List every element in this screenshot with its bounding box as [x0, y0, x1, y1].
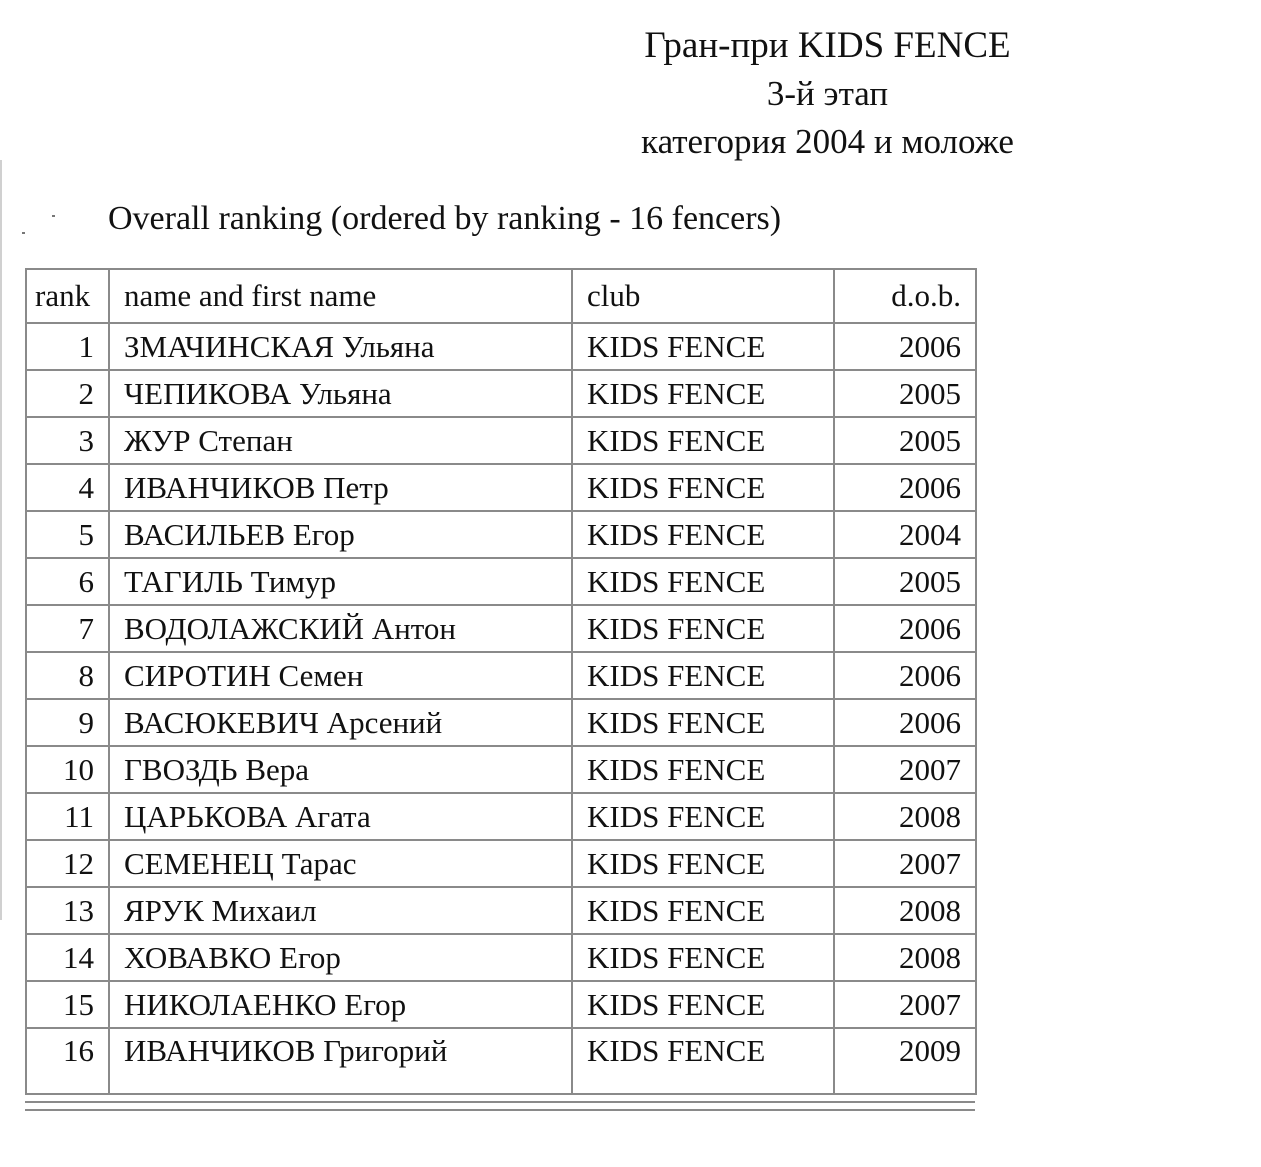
table-row	[26, 558, 976, 605]
club-cell: KIDS FENCE	[572, 1028, 834, 1094]
table-row	[26, 840, 976, 887]
table-row	[26, 323, 976, 370]
rank-cell: 11	[26, 793, 109, 840]
club-cell: KIDS FENCE	[572, 934, 834, 981]
table-row	[26, 370, 976, 417]
dob-cell: 2006	[834, 605, 976, 652]
club-cell: KIDS FENCE	[572, 746, 834, 793]
rank-cell: 5	[26, 511, 109, 558]
dob-cell: 2004	[834, 511, 976, 558]
club-cell: KIDS FENCE	[572, 511, 834, 558]
name-cell: ЦАРЬКОВА Агата	[109, 793, 572, 840]
club-cell: KIDS FENCE	[572, 370, 834, 417]
table-row	[26, 746, 976, 793]
name-cell: ВОДОЛАЖСКИЙ Антон	[109, 605, 572, 652]
scan-edge	[0, 160, 2, 920]
scan-speck	[52, 215, 55, 217]
dob-cell: 2008	[834, 887, 976, 934]
name-cell: СЕМЕНЕЦ Тарас	[109, 840, 572, 887]
dob-cell: 2005	[834, 558, 976, 605]
rank-cell: 12	[26, 840, 109, 887]
name-cell: ЧЕПИКОВА Ульяна	[109, 370, 572, 417]
document-title: Гран-при KIDS FENCE	[644, 25, 1011, 66]
table-bottom-rule	[25, 1101, 975, 1111]
ranking-subtitle: Overall ranking (ordered by ranking - 16 fencers)	[108, 200, 782, 237]
dob-cell: 2006	[834, 652, 976, 699]
scan-speck	[22, 232, 25, 234]
table-row	[26, 511, 976, 558]
name-cell: ВАСЮКЕВИЧ Арсений	[109, 699, 572, 746]
name-cell: ИВАНЧИКОВ Григорий	[109, 1028, 572, 1094]
table-row	[26, 793, 976, 840]
club-cell: KIDS FENCE	[572, 652, 834, 699]
name-cell: ЯРУК Михаил	[109, 887, 572, 934]
name-cell: ТАГИЛЬ Тимур	[109, 558, 572, 605]
ranking-table	[25, 268, 977, 1095]
rank-cell: 9	[26, 699, 109, 746]
table-row	[26, 887, 976, 934]
rank-cell: 7	[26, 605, 109, 652]
document-header	[600, 22, 1055, 166]
name-cell: ХОВАВКО Егор	[109, 934, 572, 981]
rank-cell: 14	[26, 934, 109, 981]
dob-cell: 2007	[834, 746, 976, 793]
rank-cell: 15	[26, 981, 109, 1028]
name-cell: СИРОТИН Семен	[109, 652, 572, 699]
column-header-club: club	[572, 269, 834, 323]
club-cell: KIDS FENCE	[572, 417, 834, 464]
dob-cell: 2005	[834, 417, 976, 464]
table-row	[26, 981, 976, 1028]
column-header-dob: d.o.b.	[834, 269, 976, 323]
name-cell: ВАСИЛЬЕВ Егор	[109, 511, 572, 558]
dob-cell: 2008	[834, 934, 976, 981]
table-row	[26, 699, 976, 746]
club-cell: KIDS FENCE	[572, 793, 834, 840]
name-cell: ЖУР Степан	[109, 417, 572, 464]
club-cell: KIDS FENCE	[572, 887, 834, 934]
dob-cell: 2009	[834, 1028, 976, 1094]
dob-cell: 2007	[834, 981, 976, 1028]
table-row	[26, 1028, 976, 1094]
rank-cell: 6	[26, 558, 109, 605]
name-cell: ЗМАЧИНСКАЯ Ульяна	[109, 323, 572, 370]
rank-cell: 8	[26, 652, 109, 699]
table-row	[26, 464, 976, 511]
rank-cell: 2	[26, 370, 109, 417]
table-row	[26, 605, 976, 652]
rank-cell: 4	[26, 464, 109, 511]
category-label: категория 2004 и моложе	[641, 122, 1014, 161]
stage-label: 3-й этап	[766, 74, 889, 113]
name-cell: ИВАНЧИКОВ Петр	[109, 464, 572, 511]
rank-cell: 13	[26, 887, 109, 934]
club-cell: KIDS FENCE	[572, 981, 834, 1028]
club-cell: KIDS FENCE	[572, 558, 834, 605]
table-row	[26, 652, 976, 699]
dob-cell: 2006	[834, 323, 976, 370]
column-header-rank: rank	[26, 269, 109, 323]
club-cell: KIDS FENCE	[572, 699, 834, 746]
dob-cell: 2005	[834, 370, 976, 417]
table-row	[26, 417, 976, 464]
club-cell: KIDS FENCE	[572, 840, 834, 887]
table-header-row	[26, 269, 976, 323]
rank-cell: 10	[26, 746, 109, 793]
club-cell: KIDS FENCE	[572, 605, 834, 652]
rank-cell: 1	[26, 323, 109, 370]
name-cell: НИКОЛАЕНКО Егор	[109, 981, 572, 1028]
dob-cell: 2008	[834, 793, 976, 840]
table-row	[26, 934, 976, 981]
rank-cell: 16	[26, 1028, 109, 1094]
club-cell: KIDS FENCE	[572, 323, 834, 370]
rank-cell: 3	[26, 417, 109, 464]
dob-cell: 2006	[834, 699, 976, 746]
club-cell: KIDS FENCE	[572, 464, 834, 511]
dob-cell: 2006	[834, 464, 976, 511]
name-cell: ГВОЗДЬ Вера	[109, 746, 572, 793]
dob-cell: 2007	[834, 840, 976, 887]
column-header-name: name and first name	[109, 269, 572, 323]
